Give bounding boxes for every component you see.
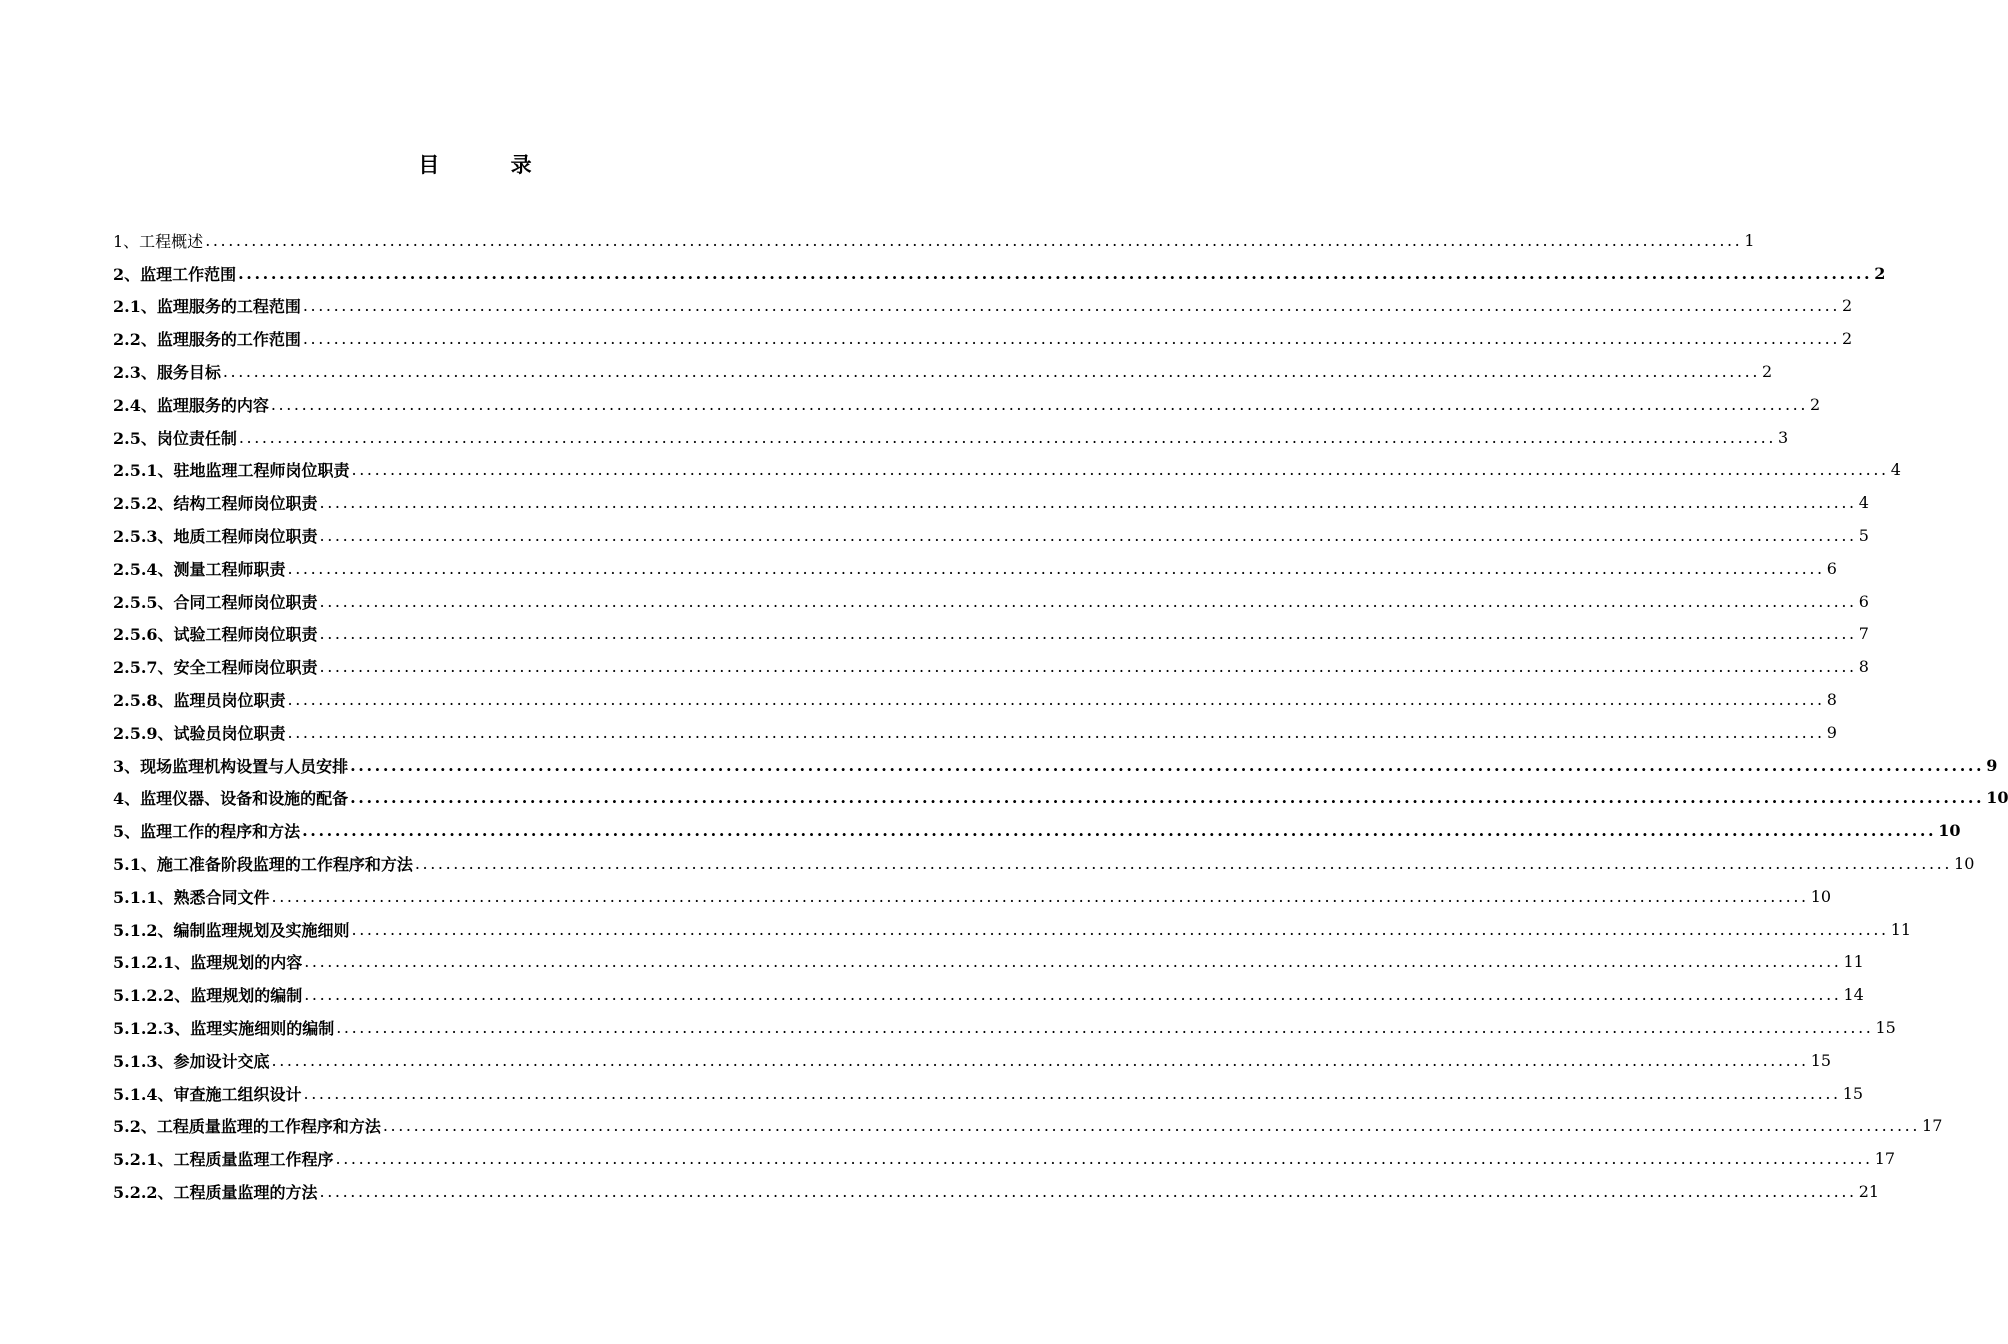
toc-page-number: 8 [1858,657,1869,677]
toc-leader-dots: ........................................................................................................................................................................................................ [238,263,1873,283]
toc-leader-dots: ........................................................................................................................................................................................................ [319,591,1857,611]
toc-entry[interactable] [113,1142,1896,1175]
toc-entry[interactable] [113,388,1821,421]
toc-entry-label: 5.1.2.1、监理规划的内容 [113,953,303,973]
toc-leader-dots: ........................................................................................................................................................................................................ [287,690,1825,710]
toc-leader-dots: ........................................................................................................................................................................................................ [319,493,1857,513]
toc-entry[interactable] [113,978,1864,1011]
toc-leader-dots: ........................................................................................................................................................................................................ [302,329,1841,349]
toc-page-number: 14 [1843,985,1864,1005]
toc-entry[interactable] [113,1110,1943,1143]
toc-page-number: 2 [1842,329,1853,349]
toc-leader-dots: ........................................................................................................................................................................................................ [271,886,1809,906]
toc-page-number: 9 [1826,722,1837,742]
toc-entry-label: 2.5.8、监理员岗位职责 [113,691,286,711]
toc-entry[interactable] [113,749,1998,782]
toc-entry-label: 2.3、服务目标 [113,363,221,383]
toc-leader-dots: ........................................................................................................................................................................................................ [351,460,1889,480]
toc-page-number: 9 [1986,755,1998,775]
toc-leader-dots: ........................................................................................................................................................................................................ [414,854,1953,874]
toc-entry[interactable] [113,257,1886,290]
toc-entry-label: 5.1.1、熟悉合同文件 [113,887,270,907]
page-title: 目 录 [418,152,564,177]
toc-entry-label: 2.5.9、试验员岗位职责 [113,723,286,743]
toc-entry-label: 5.1.2、编制监理规划及实施细则 [113,920,350,940]
toc-leader-dots: ........................................................................................................................................................................................................ [302,821,1937,841]
toc-entry[interactable] [113,880,1832,913]
toc-entry-label: 5.2.1、工程质量监理工作程序 [113,1150,334,1170]
toc-leader-dots: ........................................................................................................................................................................................................ [382,1116,1921,1136]
toc-leader-dots: ........................................................................................................................................................................................................ [319,526,1857,546]
toc-entry-label: 5.2.2、工程质量监理的方法 [113,1183,318,1202]
toc-entry-label: 2.5.2、结构工程师岗位职责 [113,494,318,514]
toc-entry-label: 2.5、岗位责任制 [113,428,237,448]
toc-leader-dots: ........................................................................................................................................................................................................ [319,624,1857,644]
toc-entry-label: 2.5.3、地质工程师岗位职责 [113,527,318,547]
toc-leader-dots: ........................................................................................................................................................................................................ [303,1083,1841,1103]
toc-page-number: 15 [1875,1018,1896,1038]
toc-entry-label: 2.5.6、试验工程师岗位职责 [113,625,318,645]
toc-entry-label: 5.1.4、审查施工组织设计 [113,1084,302,1104]
toc-page-number: 17 [1874,1149,1896,1169]
toc-leader-dots: ........................................................................................................................................................................................................ [222,362,1761,382]
toc-page-number: 15 [1810,1050,1832,1070]
toc-page-number: 10 [1986,788,2008,808]
toc-leader-dots: ........................................................................................................................................................................................................ [205,230,1743,250]
toc-entry-label: 2、监理工作范围 [113,264,237,284]
toc-entry-label: 3、现场监理机构设置与人员安排 [113,756,349,776]
toc-leader-dots: ........................................................................................................................................................................................................ [287,722,1825,742]
toc-leader-dots: ........................................................................................................................................................................................................ [319,1182,1857,1201]
toc-entry-label: 2.5.5、合同工程师岗位职责 [113,592,318,612]
toc-entry[interactable] [113,913,1912,946]
toc-entry[interactable] [113,585,1869,618]
toc-page-number: 6 [1858,591,1869,611]
toc-entry[interactable] [113,1044,1832,1077]
toc-leader-dots: ........................................................................................................................................................................................................ [287,558,1825,578]
toc-leader-dots: ........................................................................................................................................................................................................ [271,1050,1809,1070]
toc-entry[interactable] [113,683,1837,716]
toc-page-number: 15 [1842,1083,1864,1103]
toc-entry[interactable] [113,519,1869,552]
toc-entry[interactable] [113,421,1789,454]
toc-entry[interactable] [113,782,2008,815]
toc-page-number: 17 [1922,1116,1943,1136]
toc-leader-dots: ........................................................................................................................................................................................................ [336,1018,1874,1038]
toc-page-number: 4 [1858,493,1869,513]
toc-entry[interactable] [113,650,1869,683]
toc-leader-dots: ........................................................................................................................................................................................................ [304,985,1842,1005]
toc-entry[interactable] [113,290,1853,323]
toc-entry[interactable] [113,814,1961,847]
toc-entry-label: 2.2、监理服务的工作范围 [113,330,301,350]
toc-entry-label: 5.1.3、参加设计交底 [113,1051,270,1071]
toc-page-number: 11 [1890,919,1912,939]
toc-page-number: 2 [1762,362,1773,382]
toc-page-number: 2 [1842,296,1853,316]
toc-page-number: 10 [1810,886,1832,906]
toc-entry[interactable] [113,618,1869,651]
toc-entry[interactable] [113,355,1773,388]
toc-entry[interactable] [113,847,1975,880]
toc-page-number: 1 [1744,230,1755,250]
toc-leader-dots: ........................................................................................................................................................................................................ [304,952,1842,972]
toc-page-number: 6 [1826,558,1837,578]
toc-page-number: 11 [1843,952,1864,972]
toc-page-number: 21 [1858,1182,1880,1201]
toc-entry-label: 2.4、监理服务的内容 [113,395,269,415]
toc-entry[interactable] [113,716,1837,749]
toc-entry-label: 1、工程概述 [113,231,204,251]
table-of-contents [113,224,2008,1208]
toc-entry[interactable] [113,1077,1864,1110]
toc-entry-label: 5.1.2.2、监理规划的编制 [113,986,303,1006]
toc-leader-dots: ........................................................................................................................................................................................................ [270,394,1809,414]
toc-entry[interactable] [113,454,1901,487]
toc-leader-dots: ........................................................................................................................................................................................................ [350,755,1985,775]
toc-page-number: 4 [1890,460,1901,480]
toc-leader-dots: ........................................................................................................................................................................................................ [319,657,1857,677]
toc-page-number: 8 [1826,690,1837,710]
toc-entry-label: 5.1.2.3、监理实施细则的编制 [113,1019,335,1039]
toc-entry[interactable] [113,1011,1896,1044]
toc-leader-dots: ........................................................................................................................................................................................................ [302,296,1841,316]
toc-entry[interactable] [113,552,1837,585]
toc-entry[interactable] [113,1175,1880,1208]
toc-page-number: 5 [1858,526,1869,546]
toc-page-number: 3 [1778,427,1789,447]
toc-entry[interactable] [113,946,1864,979]
toc-leader-dots: ........................................................................................................................................................................................................ [351,919,1889,939]
toc-leader-dots: ........................................................................................................................................................................................................ [335,1149,1873,1169]
toc-leader-dots: ........................................................................................................................................................................................................ [238,427,1777,447]
toc-entry[interactable] [113,486,1869,519]
toc-page-number: 7 [1858,624,1869,644]
toc-page-number: 2 [1810,394,1821,414]
toc-entry-label: 5.1、施工准备阶段监理的工作程序和方法 [113,855,413,875]
toc-entry-label: 4、监理仪器、设备和设施的配备 [113,789,349,809]
toc-entry[interactable] [113,224,1755,257]
toc-leader-dots: ........................................................................................................................................................................................................ [350,788,1985,808]
toc-page-number: 2 [1874,263,1886,283]
toc-entry-label: 2.5.4、测量工程师职责 [113,559,286,579]
toc-entry-label: 2.5.7、安全工程师岗位职责 [113,658,318,678]
toc-entry-label: 5、监理工作的程序和方法 [113,822,301,842]
toc-entry-label: 2.5.1、驻地监理工程师岗位职责 [113,461,350,481]
toc-entry[interactable] [113,322,1853,355]
toc-entry-label: 2.1、监理服务的工程范围 [113,297,301,317]
toc-page-number: 10 [1938,821,1961,841]
toc-entry-label: 5.2、工程质量监理的工作程序和方法 [113,1117,381,1137]
toc-page-number: 10 [1954,854,1975,874]
